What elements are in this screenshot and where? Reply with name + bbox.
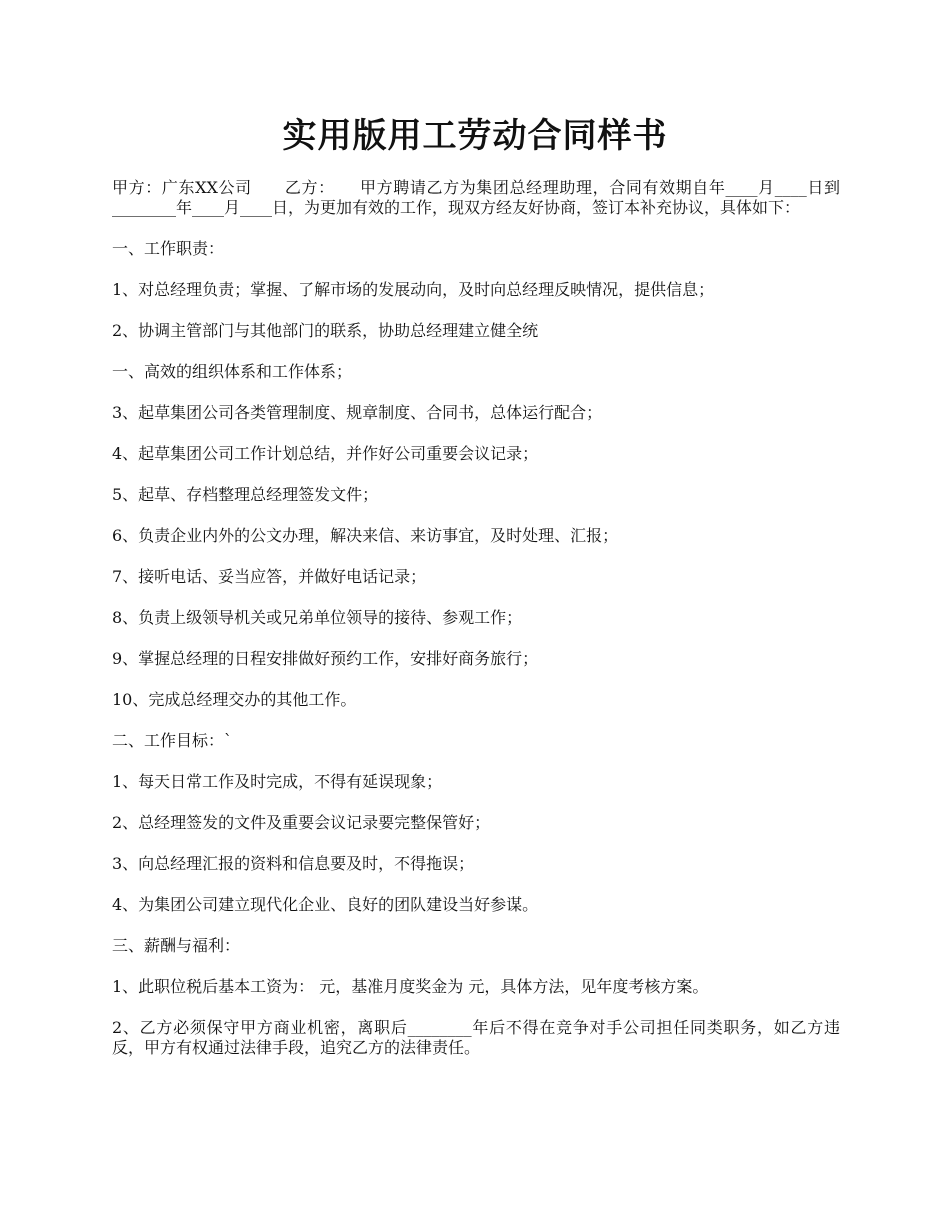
duty-item-6: 6、负责企业内外的公文办理，解决来信、来访事宜，及时处理、汇报；: [112, 526, 619, 545]
duty-item-2: 2、协调主管部门与其他部门的联系，协助总经理建立健全统: [112, 321, 539, 340]
goal-item-3: 3、向总经理汇报的资料和信息要及时，不得拖误；: [112, 854, 475, 873]
contract-intro-paragraph: 甲方：广东XX公司 乙方： 甲方聘请乙方为集团总经理助理，合同有效期自年____月____日到________年____月____日，为更加有效的工作，现双方经友好协商，签订本补充协议，具体如下：: [112, 178, 840, 217]
compensation-item-2: 2、乙方必须保守甲方商业机密，离职后________年后不得在竞争对手公司担任同类职务，如乙方违反，甲方有权通过法律手段，追究乙方的法律责任。: [112, 1018, 840, 1057]
duty-item-8: 8、负责上级领导机关或兄弟单位领导的接待、参观工作；: [112, 608, 523, 627]
document-body: [112, 178, 840, 1079]
document-title: 实用版用工劳动合同样书: [282, 116, 668, 156]
duty-item-5: 5、起草、存档整理总经理签发文件；: [112, 485, 379, 504]
section-heading-compensation: 三、薪酬与福利：: [112, 936, 241, 955]
duty-item-9: 9、掌握总经理的日程安排做好预约工作，安排好商务旅行；: [112, 649, 539, 668]
duty-item-continuation: 一、高效的组织体系和工作体系；: [112, 362, 353, 381]
goal-item-2: 2、总经理签发的文件及重要会议记录要完整保管好；: [112, 813, 491, 832]
section-heading-goals: 二、工作目标：`: [112, 731, 233, 750]
duty-item-7: 7、接听电话、妥当应答，并做好电话记录；: [112, 567, 427, 586]
goal-item-1: 1、每天日常工作及时完成，不得有延误现象；: [112, 772, 443, 791]
section-heading-duties: 一、工作职责：: [112, 239, 225, 258]
duty-item-1: 1、对总经理负责；掌握、了解市场的发展动向，及时向总经理反映情况，提供信息；: [112, 280, 715, 299]
duty-item-10: 10、完成总经理交办的其他工作。: [112, 690, 357, 709]
goal-item-4: 4、为集团公司建立现代化企业、良好的团队建设当好参谋。: [112, 895, 539, 914]
compensation-item-1: 1、此职位税后基本工资为： 元，基准月度奖金为 元，具体方法，见年度考核方案。: [112, 977, 709, 996]
duty-item-3: 3、起草集团公司各类管理制度、规章制度、合同书，总体运行配合；: [112, 403, 603, 422]
duty-item-4: 4、起草集团公司工作计划总结，并作好公司重要会议记录；: [112, 444, 539, 463]
